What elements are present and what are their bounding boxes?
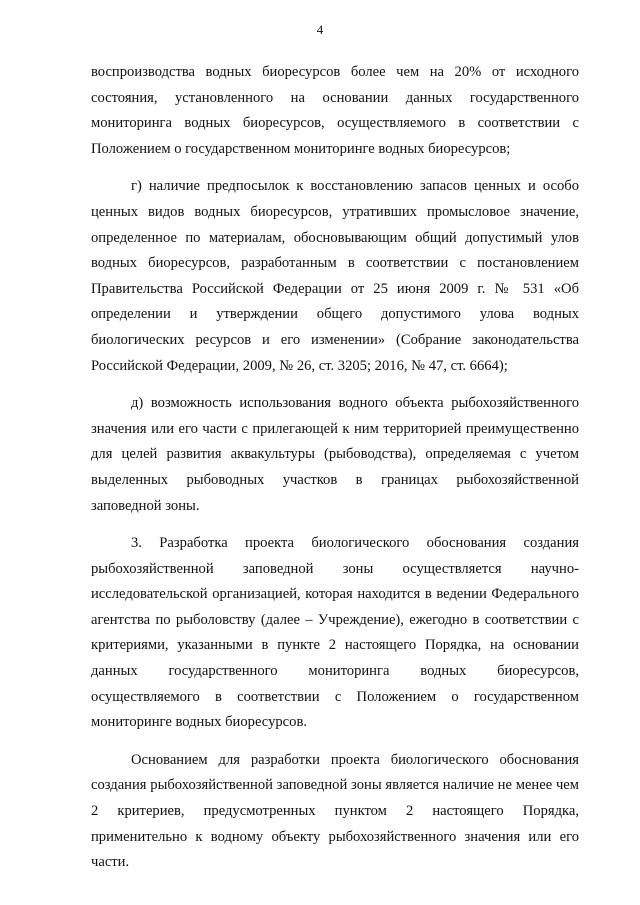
- paragraph-basis: Основанием для разработки проекта биологического обоснования создания рыбохозяйственной заповедной зоны является наличие не менее чем 2 критериев, предусмотренных пунктом 2 настоящего Порядка, применительно к водному объекту рыбохозяйственного значения или его части.: [91, 751, 579, 871]
- paragraph-item-d: д) возможность использования водного объекта рыбохозяйственного значения или его части с прилегающей к ним территорией преимущественно для целей развития аквакультуры (рыбоводства), определяемая с учетом выделенных рыбоводных участков в границах рыбохозяйственной заповедной зоны.: [91, 395, 579, 514]
- paragraph-continuation: воспроизводства водных биоресурсов более чем на 20% от исходного состояния, установленного на основании данных государственного мониторинга водных биоресурсов, осуществляемого в соответствии с Положением о государственном мониторинге водных биоресурсов;: [91, 64, 579, 157]
- page-number: 4: [316, 22, 324, 37]
- paragraph-section-3: 3. Разработка проекта биологического обоснования создания рыбохозяйственной заповедной зоны осуществляется научно-исследовательской организацией, которая находится в ведении Федерального агентства по рыболовству (далее – Учреждение), ежегодно в соответствии с критериями, указанными в пункте 2 настоящего Порядка, на основании данных государственного мониторинга водных биоресурсов, осуществляемого в соответствии с Положением о государственном мониторинге водных биоресурсов.: [91, 535, 579, 731]
- document-body: [91, 60, 579, 876]
- paragraph-item-g: г) наличие предпосылок к восстановлению запасов ценных и особо ценных видов водных биоресурсов, утративших промысловое значение, определенное по материалам, обосновывающим общий допустимый улов водных биоресурсов, разработанным в соответствии с постановлением Правительства Российской Федерации от 25 июня 2009 г. № 531 «Об определении и утверждении общего допустимого улова водных биологических ресурсов и его изменении» (Собрание законодательства Российской Федерации, 2009, № 26, ст. 3205; 2016, № 47, ст. 6664);: [91, 178, 579, 374]
